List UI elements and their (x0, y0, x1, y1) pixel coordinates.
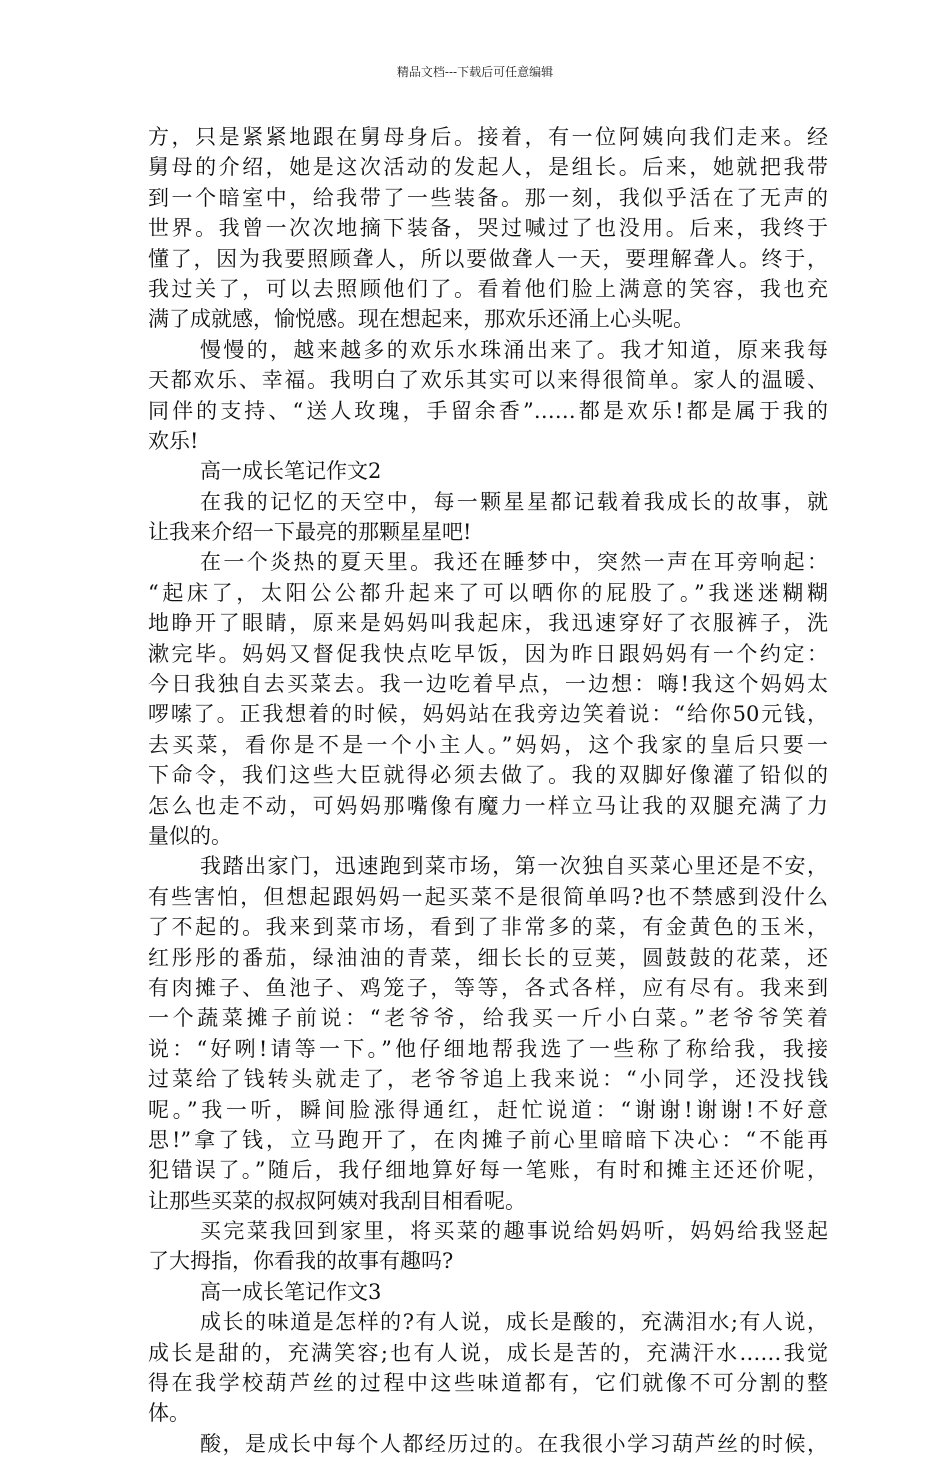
text-line: 下命令，我们这些大臣就得必须去做了。我的双脚好像灌了铅似的 (148, 763, 828, 788)
text-line: 说：“好咧!请等一下。”他仔细地帮我选了一些称了称给我，我接 (148, 1036, 828, 1061)
section-heading: 高一成长笔记作文3 (200, 1279, 382, 1304)
paragraph-first-line: 在我的记忆的天空中，每一颗星星都记载着我成长的故事，就 (200, 489, 828, 514)
paragraph-first-line: 买完菜我回到家里，将买菜的趣事说给妈妈听，妈妈给我竖起 (200, 1219, 828, 1244)
text-line: 地睁开了眼睛，原来是妈妈叫我起床，我迅速穿好了衣服裤子，洗 (148, 611, 828, 636)
text-line: 呢。”我一听，瞬间脸涨得通红，赶忙说道：“谢谢!谢谢!不好意 (148, 1097, 828, 1122)
text-line: 量似的。 (148, 823, 232, 848)
text-line: 欢乐! (148, 428, 199, 453)
text-line: 让我来介绍一下最亮的那颗星星吧! (148, 520, 472, 545)
text-line: 一个蔬菜摊子前说：“老爷爷，给我买一斤小白菜。”老爷爷笑着 (148, 1006, 828, 1031)
paragraph-first-line: 成长的味道是怎样的?有人说，成长是酸的，充满泪水;有人说， (200, 1310, 828, 1335)
text-line: 到一个暗室中，给我带了一些装备。那一刻，我似乎活在了无声的 (148, 185, 828, 210)
text-line: 同伴的支持、“送人玫瑰，手留余香”……都是欢乐!都是属于我的 (148, 398, 828, 423)
text-line: 有肉摊子、鱼池子、鸡笼子，等等，各式各样，应有尽有。我来到 (148, 975, 828, 1000)
paragraph-first-line: 在一个炎热的夏天里。我还在睡梦中，突然一声在耳旁响起： (200, 550, 828, 575)
text-line: 思!”拿了钱，立马跑开了，在肉摊子前心里暗暗下决心：“不能再 (148, 1127, 828, 1152)
document-body (148, 122, 828, 1459)
text-line: 漱完毕。妈妈又督促我快点吃早饭，因为昨日跟妈妈有一个约定： (148, 641, 828, 666)
text-line: 体。 (148, 1401, 190, 1426)
text-line: 犯错误了。”随后，我仔细地算好每一笔账，有时和摊主还还价呢， (148, 1158, 828, 1183)
text-line: 去买菜，看你是不是一个小主人。”妈妈，这个我家的皇后只要一 (148, 732, 828, 757)
text-line: 方，只是紧紧地跟在舅母身后。接着，有一位阿姨向我们走来。经 (148, 125, 828, 149)
text-line: 让那些买菜的叔叔阿姨对我刮目相看呢。 (148, 1188, 526, 1213)
text-line: 了大拇指，你看我的故事有趣吗? (148, 1249, 454, 1274)
text-line: 懂了，因为我要照顾聋人，所以要做聋人一天，要理解聋人。终于， (148, 246, 828, 271)
paragraph-first-line: 酸，是成长中每个人都经历过的。在我很小学习葫芦丝的时候， (200, 1431, 828, 1456)
paragraph-first-line: 我踏出家门，迅速跑到菜市场，第一次独自买菜心里还是不安， (200, 854, 828, 879)
text-line: 世界。我曾一次次地摘下装备，哭过喊过了也没用。后来，我终于 (148, 216, 828, 241)
text-line: 今日我独自去买菜去。我一边吃着早点，一边想：嗨!我这个妈妈太 (148, 672, 828, 697)
text-line: 了不起的。我来到菜市场，看到了非常多的菜，有金黄色的玉米， (148, 915, 828, 940)
text-line: 有些害怕，但想起跟妈妈一起买菜不是很简单吗?也不禁感到没什么 (148, 884, 828, 909)
text-line: 怎么也走不动，可妈妈那嘴像有魔力一样立马让我的双腿充满了力 (148, 793, 828, 818)
text-line: 满了成就感，愉悦感。现在想起来，那欢乐还涌上心头呢。 (148, 307, 694, 332)
text-line: 得在我学校葫芦丝的过程中这些味道都有，它们就像不可分割的整 (148, 1371, 828, 1396)
page-header: 精品文档---下载后可任意编辑 (396, 65, 554, 79)
text-line: 舅母的介绍，她是这次活动的发起人，是组长。后来，她就把我带 (148, 155, 828, 180)
text-line: 红彤彤的番茄，绿油油的青菜，细长长的豆荚，圆鼓鼓的花菜，还 (148, 945, 828, 970)
text-line: 我过关了，可以去照顾他们了。看着他们脸上满意的笑容，我也充 (148, 276, 828, 301)
text-line: 啰嗦了。正我想着的时候，妈妈站在我旁边笑着说：“给你50元钱， (148, 702, 828, 727)
paragraph-first-line: 慢慢的，越来越多的欢乐水珠涌出来了。我才知道，原来我每 (200, 337, 828, 362)
text-line: 过菜给了钱转头就走了，老爷爷追上我来说：“小同学，还没找钱 (148, 1067, 828, 1092)
text-line: 成长是甜的，充满笑容;也有人说，成长是苦的，充满汗水……我觉 (148, 1340, 828, 1365)
section-heading: 高一成长笔记作文2 (200, 459, 382, 484)
text-line: “起床了，太阳公公都升起来了可以晒你的屁股了。”我迷迷糊糊 (148, 580, 828, 605)
text-line: 天都欢乐、幸福。我明白了欢乐其实可以来得很简单。家人的温暖、 (148, 368, 828, 393)
